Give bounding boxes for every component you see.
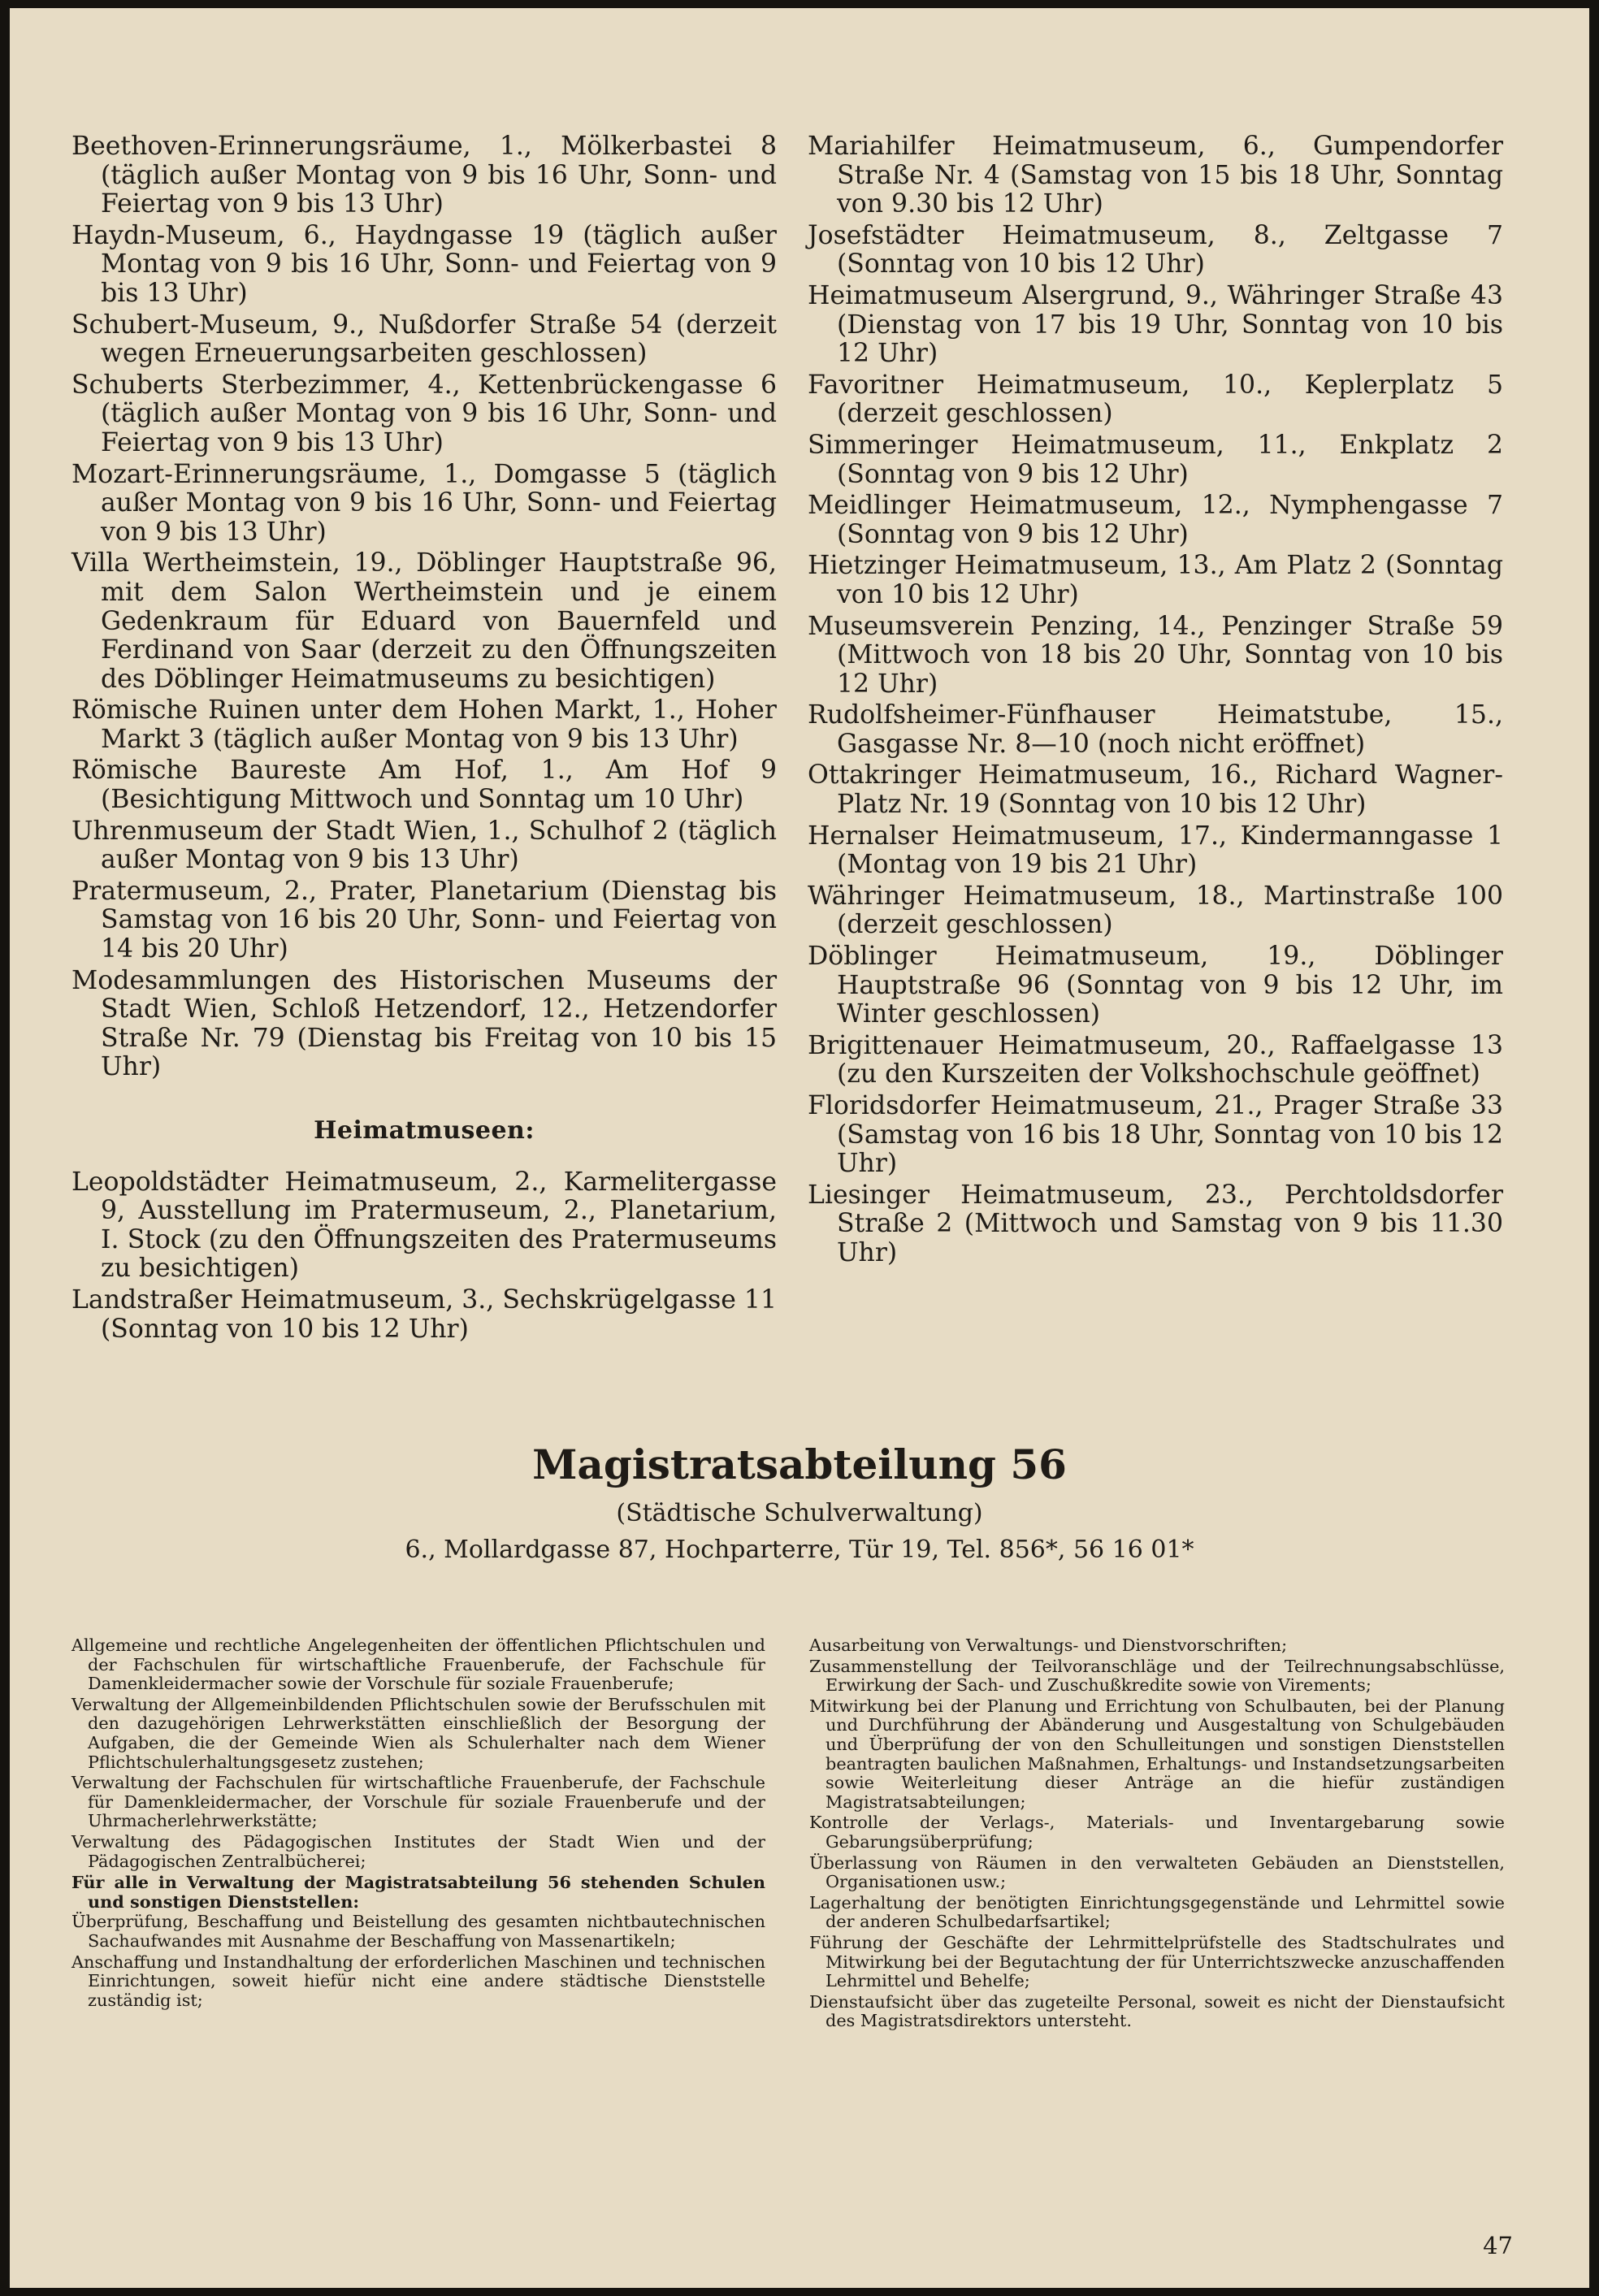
duty-item: Zusammenstellung der Teilvoranschläge und der Teilrechnungsabschlüsse, Erwirkung der Sach- und Zuschußkredite sowie von Virements; xyxy=(809,1656,1505,1696)
heimatmuseen-list-right xyxy=(808,132,1503,1268)
museum-entry: Schubert-Museum, 9., Nußdorfer Straße 54 (derzeit wegen Erneuerungsarbeiten geschlossen) xyxy=(72,310,777,369)
heimatmuseum-entry: Meidlinger Heimatmuseum, 12., Nymphengasse 7 (Sonntag von 9 bis 12 Uhr) xyxy=(808,491,1503,549)
museum-entry: Uhrenmuseum der Stadt Wien, 1., Schulhof 2 (täglich außer Montag von 9 bis 13 Uhr) xyxy=(72,816,777,875)
duty-item: Überlassung von Räumen in den verwalteten Gebäuden an Dienststellen, Organisationen usw.; xyxy=(809,1852,1505,1892)
museum-entry: Römische Ruinen unter dem Hohen Markt, 1., Hoher Markt 3 (täglich außer Montag von 9 bis 13 Uhr) xyxy=(72,695,777,754)
department-address: 6., Mollardgasse 87, Hochparterre, Tür 19, Tel. 856*, 56 16 01* xyxy=(405,1536,1194,1564)
heimatmuseum-entry: Favoritner Heimatmuseum, 10., Keplerplatz 5 (derzeit geschlossen) xyxy=(808,370,1503,429)
left-column xyxy=(72,132,777,1346)
heimatmuseum-entry: Leopoldstädter Heimatmuseum, 2., Karmelitergasse 9, Ausstellung im Pratermuseum, 2., Planetarium, I. Stock (zu den Öffnungszeiten des Pratermuseums zu besichtigen) xyxy=(72,1167,777,1284)
heimatmuseum-entry: Brigittenauer Heimatmuseum, 20., Raffaelgasse 13 (zu den Kurszeiten der Volkshochschule geöffnet) xyxy=(808,1030,1503,1090)
document-page xyxy=(10,8,1589,2288)
heimatmuseum-entry: Mariahilfer Heimatmuseum, 6., Gumpendorfer Straße Nr. 4 (Samstag von 15 bis 18 Uhr, Sonntag von 9.30 bis 12 Uhr) xyxy=(808,132,1503,219)
museum-entry: Villa Wertheimstein, 19., Döblinger Hauptstraße 96, mit dem Salon Wertheimstein und je einem Gedenkraum für Eduard von Bauernfeld und Ferdinand von Saar (derzeit zu den Öffnungszeiten des Döblinger Heimatmuseums zu besichtigen) xyxy=(72,548,777,694)
heimatmuseum-entry: Döblinger Heimatmuseum, 19., Döblinger Hauptstraße 96 (Sonntag von 9 bis 12 Uhr, im Winter geschlossen) xyxy=(808,942,1503,1029)
duties-left-column xyxy=(72,1636,765,2012)
duty-item: Für alle in Verwaltung der Magistratsabteilung 56 stehenden Schulen und sonstigen Dienststellen: xyxy=(72,1872,765,1912)
duty-item: Verwaltung der Allgemeinbildenden Pflichtschulen sowie der Berufsschulen mit den dazugehörigen Lehrwerkstätten einschließlich der Besorgung der Aufgaben, die der Gemeinde Wien als Schulerhalter nach dem Wiener Pflichtschulerhaltungsgesetz zustehen; xyxy=(72,1694,765,1772)
duty-item: Überprüfung, Beschaffung und Beistellung des gesamten nichtbautechnischen Sachaufwandes mit Ausnahme der Beschaffung von Massenartikeln; xyxy=(72,1912,765,1951)
duty-item: Ausarbeitung von Verwaltungs- und Dienstvorschriften; xyxy=(809,1635,1288,1655)
museum-entry: Haydn-Museum, 6., Haydngasse 19 (täglich außer Montag von 9 bis 16 Uhr, Sonn- und Feiertag von 9 bis 13 Uhr) xyxy=(72,220,777,308)
museum-list xyxy=(72,132,777,1082)
duty-item: Anschaffung und Instandhaltung der erforderlichen Maschinen und technischen Einrichtungen, soweit hiefür nicht eine andere städtische Dienststelle zuständig ist; xyxy=(72,1952,765,2010)
heimatmuseum-entry: Liesinger Heimatmuseum, 23., Perchtoldsdorfer Straße 2 (Mittwoch und Samstag von 9 bis 11.30 Uhr) xyxy=(808,1180,1503,1267)
right-column xyxy=(808,132,1503,1271)
duty-item: Verwaltung des Pädagogischen Institutes der Stadt Wien und der Pädagogischen Zentralbücherei; xyxy=(72,1831,765,1871)
heimatmuseum-entry: Hietzinger Heimatmuseum, 13., Am Platz 2 (Sonntag von 10 bis 12 Uhr) xyxy=(808,551,1503,609)
department-title: Magistratsabteilung 56 xyxy=(532,1440,1067,1488)
museum-entry: Schuberts Sterbezimmer, 4., Kettenbrückengasse 6 (täglich außer Montag von 9 bis 16 Uhr, Sonn- und Feiertag von 9 bis 13 Uhr) xyxy=(72,370,777,457)
museum-entry: Römische Baureste Am Hof, 1., Am Hof 9 (Besichtigung Mittwoch und Sonntag um 10 Uhr) xyxy=(72,756,777,815)
duty-item: Lagerhaltung der benötigten Einrichtungsgegenstände und Lehrmittel sowie der anderen Schulbedarfsartikel; xyxy=(809,1892,1505,1932)
duty-item: Allgemeine und rechtliche Angelegenheiten der öffentlichen Pflichtschulen und der Fachschulen für wirtschaftliche Frauenberufe, der Fachschule für Damenkleidermacher sowie der Vorschule für soziale Frauenberufe; xyxy=(72,1635,765,1694)
museum-entry: Beethoven-Erinnerungsräume, 1., Mölkerbastei 8 (täglich außer Montag von 9 bis 16 Uhr, Sonn- und Feiertag von 9 bis 13 Uhr) xyxy=(72,132,777,219)
heimatmuseum-entry: Währinger Heimatmuseum, 18., Martinstraße 100 (derzeit geschlossen) xyxy=(808,881,1503,940)
museum-entry: Mozart-Erinnerungsräume, 1., Domgasse 5 (täglich außer Montag von 9 bis 16 Uhr, Sonn- und Feiertag von 9 bis 13 Uhr) xyxy=(72,459,777,547)
museum-entry: Modesammlungen des Historischen Museums der Stadt Wien, Schloß Hetzendorf, 12., Hetzendorfer Straße Nr. 79 (Dienstag bis Freitag von 10 bis 15 Uhr) xyxy=(72,965,777,1082)
duty-item: Verwaltung der Fachschulen für wirtschaftliche Frauenberufe, der Fachschule für Damenkleidermacher, der Vorschule für soziale Frauenberufe und der Uhrmacherlehrwerkstätte; xyxy=(72,1773,765,1831)
duties-right-column xyxy=(809,1636,1505,2033)
heimatmuseum-entry: Heimatmuseum Alsergrund, 9., Währinger Straße 43 (Dienstag von 17 bis 19 Uhr, Sonntag von 10 bis 12 Uhr) xyxy=(808,280,1503,369)
heimatmuseum-entry: Landstraßer Heimatmuseum, 3., Sechskrügelgasse 11 (Sonntag von 10 bis 12 Uhr) xyxy=(72,1284,777,1344)
department-subtitle: (Städtische Schulverwaltung) xyxy=(616,1499,983,1527)
heimatmuseum-entry: Floridsdorfer Heimatmuseum, 21., Prager Straße 33 (Samstag von 16 bis 18 Uhr, Sonntag von 10 bis 12 Uhr) xyxy=(808,1091,1503,1179)
heimatmuseum-entry: Simmeringer Heimatmuseum, 11., Enkplatz 2 (Sonntag von 9 bis 12 Uhr) xyxy=(808,430,1503,489)
duty-item: Mitwirkung bei der Planung und Errichtung von Schulbauten, bei der Planung und Durchführung der Abänderung und Ausgestaltung von Schulgebäuden und Überprüfung der von den Schulleitungen und sonstigen Dienststellen beantragten baulichen Maßnahmen, Erhaltungs- und Instandsetzungsarbeiten sowie Weiterleitung dieser Anträge an die hiefür zuständigen Magistratsabteilungen; xyxy=(809,1696,1505,1812)
museum-entry: Pratermuseum, 2., Prater, Planetarium (Dienstag bis Samstag von 16 bis 20 Uhr, Sonn- und Feiertag von 14 bis 20 Uhr) xyxy=(72,876,777,964)
heimatmuseum-entry: Museumsverein Penzing, 14., Penzinger Straße 59 (Mittwoch von 18 bis 20 Uhr, Sonntag von 10 bis 12 Uhr) xyxy=(808,611,1503,699)
heimatmuseum-entry: Josefstädter Heimatmuseum, 8., Zeltgasse 7 (Sonntag von 10 bis 12 Uhr) xyxy=(808,220,1503,279)
heimatmuseen-list-left xyxy=(72,1168,777,1345)
duty-item: Dienstaufsicht über das zugeteilte Personal, soweit es nicht der Dienstaufsicht des Magistratsdirektors untersteht. xyxy=(809,1991,1505,2031)
duty-item: Führung der Geschäfte der Lehrmittelprüfstelle des Stadtschulrates und Mitwirkung bei der Begutachtung der für Unterrichtszwecke anzuschaffenden Lehrmittel und Behelfe; xyxy=(809,1932,1505,1991)
duty-item: Kontrolle der Verlags-, Materials- und Inventargebarung sowie Gebarungsüberprüfung; xyxy=(809,1813,1505,1852)
page-number: 47 xyxy=(1483,2232,1513,2259)
heimatmuseen-heading: Heimatmuseen: xyxy=(314,1116,535,1145)
heimatmuseum-entry: Hernalser Heimatmuseum, 17., Kindermanngasse 1 (Montag von 19 bis 21 Uhr) xyxy=(808,821,1503,880)
heimatmuseum-entry: Ottakringer Heimatmuseum, 16., Richard Wagner-Platz Nr. 19 (Sonntag von 10 bis 12 Uhr) xyxy=(808,760,1503,820)
heimatmuseum-entry: Rudolfsheimer-Fünfhauser Heimatstube, 15., Gasgasse Nr. 8—10 (noch nicht eröffnet) xyxy=(808,700,1503,759)
